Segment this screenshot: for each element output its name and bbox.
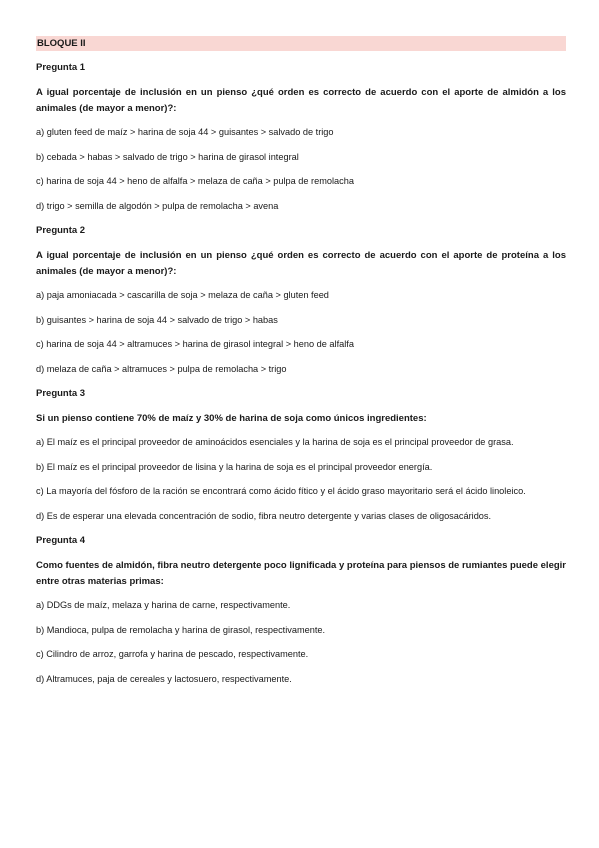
option-d: d) trigo > semilla de algodón > pulpa de remolacha > avena xyxy=(36,200,279,211)
exam-page xyxy=(36,36,566,697)
option-d: d) melaza de caña > altramuces > pulpa de remolacha > trigo xyxy=(36,363,287,374)
question-stem: A igual porcentaje de inclusión en un pienso ¿qué orden es correcto de acuerdo con el aporte de almidón a los animales (de mayor a menor)?: xyxy=(36,87,566,114)
option-d: d) Es de esperar una elevada concentración de sodio, fibra neutro detergente y varias clases de oligosacáridos. xyxy=(36,510,492,521)
question-title: Pregunta 2 xyxy=(36,225,86,236)
question-title: Pregunta 3 xyxy=(36,388,86,399)
option-b: b) El maíz es el principal proveedor de lisina y la harina de soja es el principal proveedor energía. xyxy=(36,461,433,472)
question-1 xyxy=(36,61,566,213)
option-c: c) harina de soja 44 > altramuces > harina de girasol integral > heno de alfalfa xyxy=(36,339,354,349)
question-title: Pregunta 4 xyxy=(36,535,86,546)
option-c: c) harina de soja 44 > heno de alfalfa > melaza de caña > pulpa de remolacha xyxy=(36,176,354,186)
question-title: Pregunta 1 xyxy=(36,62,86,73)
option-a: a) gluten feed de maíz > harina de soja 44 > guisantes > salvado de trigo xyxy=(36,127,334,137)
option-b: b) cebada > habas > salvado de trigo > harina de girasol integral xyxy=(36,151,299,162)
question-stem: Si un pienso contiene 70% de maíz y 30% de harina de soja como únicos ingredientes: xyxy=(36,413,427,424)
question-stem: A igual porcentaje de inclusión en un pienso ¿qué orden es correcto de acuerdo con el aporte de proteína a los animales (de mayor a menor)?: xyxy=(36,250,566,277)
question-3 xyxy=(36,387,566,523)
option-c: c) La mayoría del fósforo de la ración se encontrará como ácido fítico y el ácido graso mayoritario será el ácido linoleico. xyxy=(36,486,526,496)
option-a: a) El maíz es el principal proveedor de aminoácidos esenciales y la harina de soja es el principal proveedor de grasa. xyxy=(36,437,514,447)
option-c: c) Cilindro de arroz, garrofa y harina de pescado, respectivamente. xyxy=(36,649,309,659)
block-header: BLOQUE II xyxy=(36,36,566,51)
option-b: b) guisantes > harina de soja 44 > salvado de trigo > habas xyxy=(36,314,278,325)
option-a: a) paja amoniacada > cascarilla de soja > melaza de caña > gluten feed xyxy=(36,290,329,300)
question-4 xyxy=(36,534,566,686)
question-2 xyxy=(36,224,566,376)
option-d: d) Altramuces, paja de cereales y lactosuero, respectivamente. xyxy=(36,673,292,684)
option-a: a) DDGs de maíz, melaza y harina de carne, respectivamente. xyxy=(36,600,291,610)
question-stem: Como fuentes de almidón, fibra neutro detergente poco lignificada y proteína para piensos de rumiantes puede elegir entre otras materias primas: xyxy=(36,560,566,587)
option-b: b) Mandioca, pulpa de remolacha y harina de girasol, respectivamente. xyxy=(36,624,326,635)
